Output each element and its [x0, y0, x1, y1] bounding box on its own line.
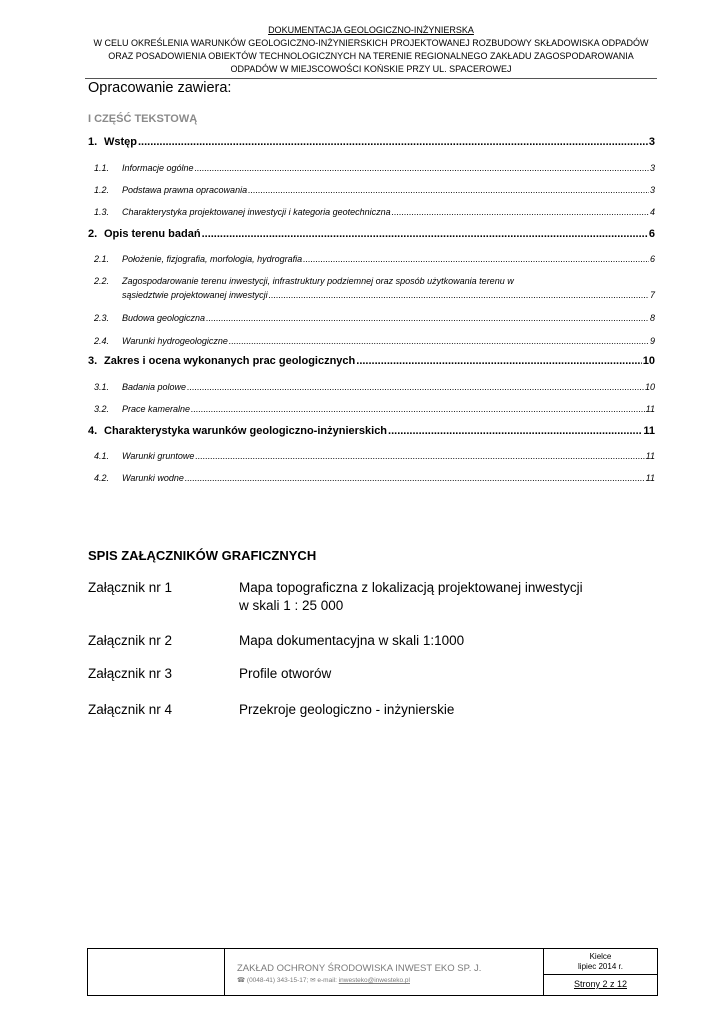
page-counter: Strony 2 z 12 — [544, 974, 657, 989]
toc-entry-1-2[interactable] — [88, 185, 655, 195]
header-line: ODPADÓW W MIEJSCOWOŚCI KOŃSKIE PRZY UL. SPACEROWEJ — [230, 64, 512, 74]
dot-leader — [392, 207, 649, 217]
toc-page: 9 — [649, 336, 655, 346]
toc-page: 3 — [649, 185, 655, 195]
email-link[interactable]: inwesteko@inwesteko.pl — [338, 977, 410, 984]
toc-number: 2.2. — [94, 276, 110, 286]
toc-number: 1. — [88, 136, 98, 148]
dot-leader — [185, 473, 645, 483]
attachment-3 — [88, 665, 658, 685]
header-line: W CELU OKREŚLENIA WARUNKÓW GEOLOGICZNO-INŻYNIERSKICH PROJEKTOWANEJ ROZBUDOWY SKŁADOWISKA ODPADÓW — [93, 38, 649, 48]
toc-entry-2-4[interactable] — [88, 336, 655, 346]
toc-title: Informacje ogólne — [122, 163, 194, 173]
toc-number: 4. — [88, 425, 98, 437]
footer-city: Kielce — [589, 952, 612, 961]
footer-company-cell — [225, 949, 544, 995]
toc-page: 3 — [648, 136, 655, 148]
dot-leader — [206, 313, 649, 323]
attachment-label: Załącznik nr 3 — [88, 666, 173, 681]
toc-title: Charakterystyka projektowanej inwestycji i kategoria geotechniczna — [122, 207, 391, 217]
attachment-description: Profile otworów — [239, 666, 332, 681]
toc-title: Podstawa prawna opracowania — [122, 185, 248, 195]
attachments-heading: SPIS ZAŁĄCZNIKÓW GRAFICZNYCH — [88, 548, 317, 563]
toc-title: Wstęp — [104, 136, 137, 148]
dot-leader — [229, 336, 649, 346]
toc-entry-2-3[interactable] — [88, 313, 655, 323]
toc-entry-1-1[interactable] — [88, 163, 655, 173]
attachment-description — [239, 579, 659, 615]
toc-title: Budowa geologiczna — [122, 313, 206, 323]
toc-number: 2.4. — [94, 336, 110, 346]
toc-title: Położenie, fizjografia, morfologia, hydrografia — [122, 254, 303, 264]
toc-page: 3 — [649, 163, 655, 173]
dot-leader — [356, 355, 641, 367]
toc-page: 11 — [645, 451, 655, 461]
toc-number: 1.3. — [94, 207, 110, 217]
toc-page: 8 — [649, 313, 655, 323]
toc-page: 6 — [649, 254, 655, 264]
toc-page: 4 — [649, 207, 655, 217]
dot-leader — [195, 163, 649, 173]
toc-page: 11 — [645, 473, 655, 483]
dot-leader — [388, 425, 642, 437]
toc-page: 10 — [642, 355, 655, 367]
dot-leader — [138, 136, 648, 148]
document-header — [85, 24, 657, 76]
dot-leader — [191, 404, 645, 414]
attachment-description: Mapa dokumentacyjna w skali 1:1000 — [239, 633, 465, 648]
company-contact — [237, 976, 410, 984]
toc-number: 2. — [88, 228, 98, 240]
toc-page: 6 — [648, 228, 655, 240]
dot-leader — [269, 290, 649, 300]
toc-title-continuation: sąsiedztwie projektowanej inwestycji — [122, 290, 268, 300]
company-name: ZAKŁAD OCHRONY ŚRODOWISKA INWEST EKO SP. J. — [237, 963, 482, 974]
toc-page: 11 — [643, 425, 655, 437]
toc-entry-4-1[interactable] — [88, 451, 655, 461]
toc-number: 4.1. — [94, 451, 110, 461]
toc-number: 2.3. — [94, 313, 110, 323]
dot-leader — [303, 254, 649, 264]
attachment-desc-line: Mapa topograficzna z lokalizacją projektowanej inwestycji — [239, 580, 583, 595]
toc-number: 3. — [88, 355, 98, 367]
attachment-label: Załącznik nr 2 — [88, 633, 173, 648]
toc-entry-3-2[interactable] — [88, 404, 655, 414]
header-line: ORAZ POSADOWIENIA OBIEKTÓW TECHNOLOGICZNYCH NA TERENIE REGIONALNEGO ZAKŁADU ZAGOSPODAROWANIA — [108, 51, 634, 61]
toc-title: Zagospodarowanie terenu inwestycji, infrastruktury podziemnej oraz sposób użytkowania terenu w — [122, 276, 514, 286]
toc-entry-4[interactable] — [88, 425, 655, 437]
toc-number: 1.1. — [94, 163, 110, 173]
footer-logo-cell — [88, 949, 225, 995]
toc-number: 3.2. — [94, 404, 110, 414]
toc-entry-2[interactable] — [88, 228, 655, 240]
header-title: DOKUMENTACJA GEOLOGICZNO-INŻYNIERSKA — [268, 25, 474, 35]
toc-entry-4-2[interactable] — [88, 473, 655, 483]
dot-leader — [195, 451, 644, 461]
toc-title: Warunki hydrogeologiczne — [122, 336, 228, 346]
contact-phone: ☎ (0048-41) 343-15-17; ✉ e-mail: — [237, 977, 337, 984]
toc-number: 4.2. — [94, 473, 110, 483]
page-footer — [87, 948, 658, 996]
attachment-label: Załącznik nr 4 — [88, 702, 173, 717]
attachment-4 — [88, 701, 658, 721]
toc-entry-2-2[interactable] — [88, 276, 655, 300]
toc-page: 7 — [649, 290, 655, 300]
toc-title: Prace kameralne — [122, 404, 191, 414]
attachment-1 — [88, 579, 658, 619]
footer-date: lipiec 2014 r. — [578, 962, 623, 971]
attachment-desc-line: w skali 1 : 25 000 — [239, 598, 344, 613]
toc-entry-1[interactable] — [88, 136, 655, 148]
footer-info-cell — [544, 949, 657, 995]
attachment-description: Przekroje geologiczno - inżynierskie — [239, 702, 455, 717]
toc-title: Zakres i ocena wykonanych prac geologicznych — [104, 355, 356, 367]
attachment-label: Załącznik nr 1 — [88, 580, 173, 595]
toc-title: Warunki wodne — [122, 473, 184, 483]
toc-page: 10 — [644, 382, 655, 392]
toc-page: 11 — [645, 404, 655, 414]
part-heading: I CZĘŚĆ TEKSTOWĄ — [88, 113, 198, 125]
toc-title: Opis terenu badań — [104, 228, 201, 240]
dot-leader — [248, 185, 649, 195]
toc-number: 2.1. — [94, 254, 110, 264]
toc-entry-3-1[interactable] — [88, 382, 655, 392]
toc-title: Charakterystyka warunków geologiczno-inżynierskich — [104, 425, 388, 437]
toc-title: Warunki gruntowe — [122, 451, 195, 461]
dot-leader — [187, 382, 644, 392]
header-divider — [85, 78, 657, 79]
toc-entry-1-3[interactable] — [88, 207, 655, 217]
toc-entry-3[interactable] — [88, 355, 655, 367]
toc-title: Badania polowe — [122, 382, 187, 392]
toc-entry-2-1[interactable] — [88, 254, 655, 264]
attachment-2 — [88, 632, 658, 652]
toc-number: 3.1. — [94, 382, 110, 392]
toc-number: 1.2. — [94, 185, 110, 195]
dot-leader — [202, 228, 648, 240]
contents-heading: Opracowanie zawiera: — [88, 80, 232, 96]
